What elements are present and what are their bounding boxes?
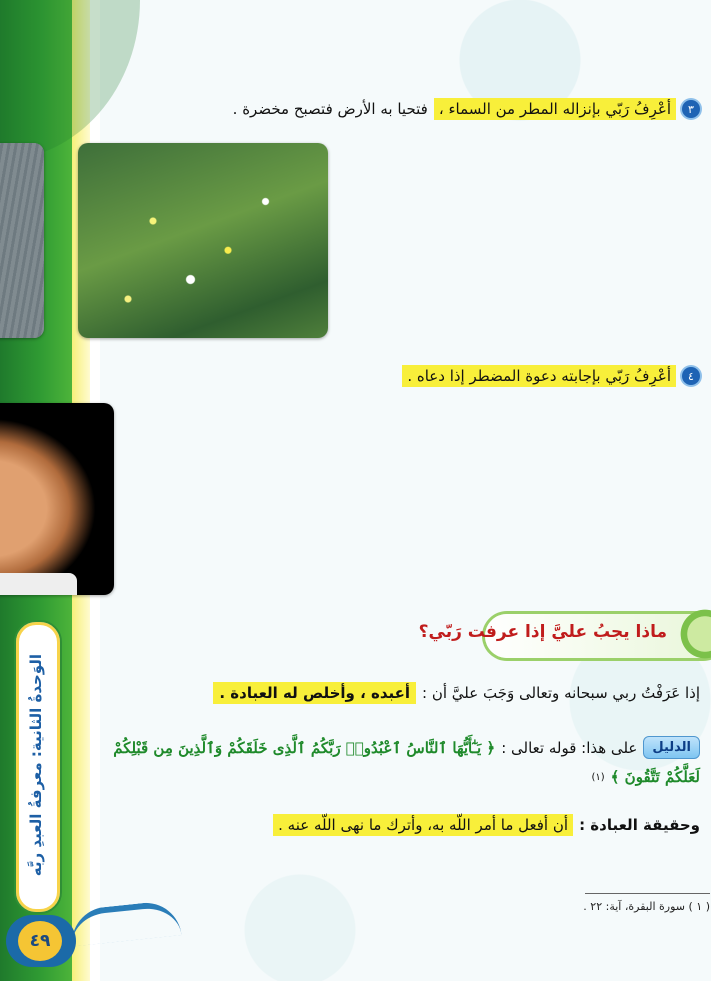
ayah-line-2: [591, 768, 700, 786]
ayah-part-2: لَعَلَّكُمْ تَتَّقُونَ ﴾: [610, 768, 700, 786]
evidence-intro: على هذا: قوله تعالى :: [501, 738, 638, 757]
page-content: [110, 0, 710, 981]
rain-half: [0, 143, 44, 338]
page-number: ٤٩: [18, 921, 62, 961]
item-4-number: ٤: [682, 367, 700, 385]
worship-duty-line: [213, 682, 700, 704]
unit-title-container: [14, 620, 58, 910]
worship-definition-line: [273, 814, 700, 836]
item-3-highlight: أعْرِفُ رَبّي بإنزاله المطر من السماء ،: [434, 98, 676, 120]
footnote-reference: (١): [591, 771, 605, 783]
evidence-label: الدليل: [643, 736, 700, 759]
sleeve-cuff: [0, 573, 77, 595]
section-heading: ماذا يجبُ عليَّ إذا عرفت رَبّي؟: [418, 622, 667, 642]
worship-duty-text: إذا عَرَفْتُ ربي سبحانه وتعالى وَجَبَ عليَّ أن :: [422, 684, 700, 702]
rain-garden-photo: [0, 143, 44, 338]
worship-duty-highlight: أعبده ، وأخلص له العبادة .: [213, 682, 416, 704]
item-4-line: [402, 365, 700, 387]
section-heading-badge: [418, 602, 711, 666]
item-3-number: ٣: [682, 100, 700, 118]
praying-hands-photo: [0, 403, 114, 595]
page-number-badge: [6, 915, 76, 967]
flowering-bushes-photo: [78, 143, 328, 338]
ayah-part-1: ﴿ يَـٰٓأَيُّهَا ٱلنَّاسُ ٱعْبُدُوا۟ رَبَّكُمُ ٱلَّذِى خَلَقَكُمْ وَٱلَّذِينَ مِن قَبْلِكُمْ: [113, 738, 496, 757]
worship-definition-highlight: أن أفعل ما أمر اللّه به، وأترك ما نهى اللّه عنه .: [273, 814, 573, 836]
unit-title: الوَحدةُ الثانية: معرفةُ العبدِ ربَّه: [27, 653, 45, 877]
evidence-line: [113, 736, 700, 759]
item-3-rest: فتحيا به الأرض فتصبح مخضرة .: [232, 100, 428, 118]
worship-definition-label: وحقيقة العبادة :: [579, 816, 700, 834]
item-4-highlight: أعْرِفُ رَبّي بإجابته دعوة المضطر إذا دعاه .: [402, 365, 676, 387]
footnote: ( ١ ) سورة البقرة، آية: ٢٢ .: [583, 900, 710, 913]
item-3-line: [233, 98, 700, 120]
footnote-divider: [585, 893, 710, 894]
